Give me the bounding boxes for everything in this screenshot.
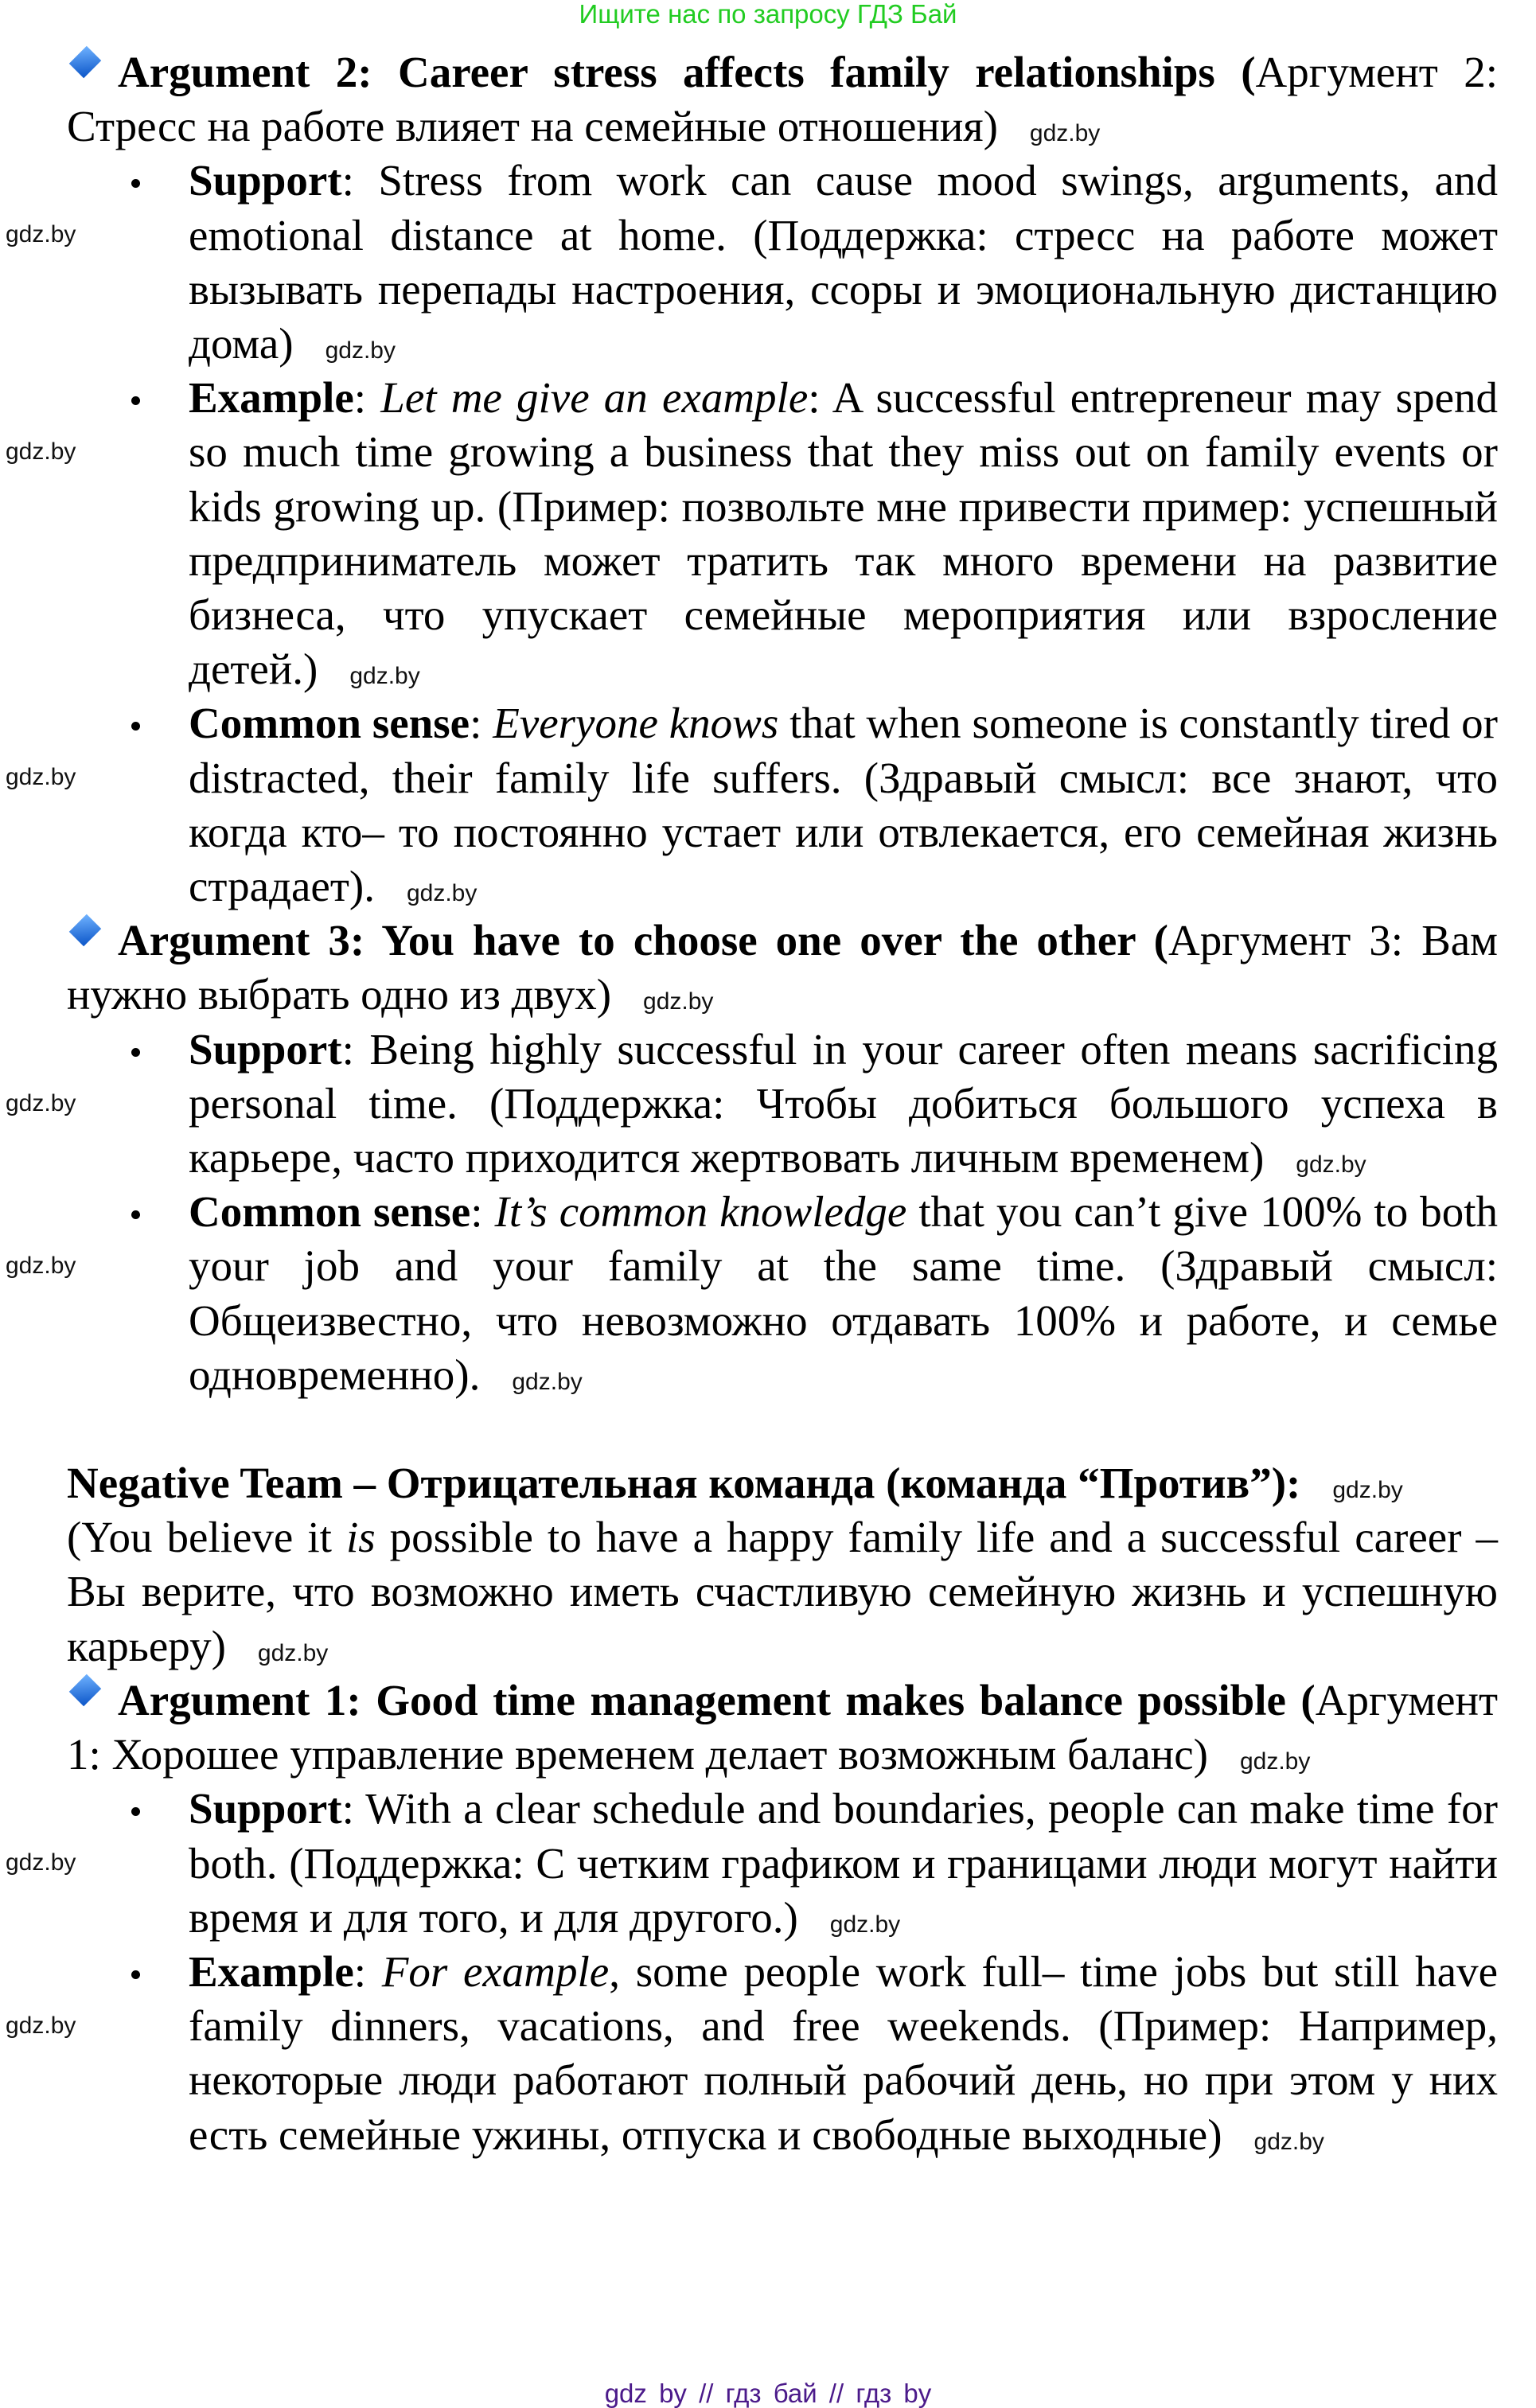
italic-phrase: Let me give an example [380, 373, 809, 423]
list-item [6, 696, 1498, 914]
watermark: gdz.by [1332, 1477, 1403, 1504]
bold-label: Common sense [189, 1187, 471, 1237]
search-banner: Ищите нас по запросу ГДЗ Бай [579, 0, 957, 29]
italic-phrase: It’s common knowledge [494, 1187, 907, 1237]
bold-label: Negative Team – Отрицательная команда (команда “Против”): [67, 1459, 1301, 1508]
bold-label: Example [189, 373, 354, 423]
bold-label: Argument 1: Good time management makes balance possible ( [118, 1675, 1316, 1724]
italic-phrase: is [345, 1513, 376, 1562]
section-heading [67, 914, 1498, 1022]
watermark: gdz.by [257, 1639, 329, 1666]
watermark: gdz.by [6, 221, 76, 248]
text-run: : [470, 1187, 495, 1237]
diamond-bullet-icon [69, 46, 101, 78]
italic-phrase: For example [381, 1946, 610, 1996]
italic-phrase: Everyone knows [493, 699, 779, 748]
text-run: : Stress from work can cause mood swings, arguments, and emotional distance at home. (Поддержка: стресс на работе может вызывать перепады настроения, ссоры и эмоциональную дистанцию дома) [189, 156, 1498, 368]
bullet-list [6, 1782, 1499, 2161]
list-item [6, 1945, 1499, 2162]
text-run: : [353, 1946, 382, 1996]
text-run: (You believe it [67, 1513, 346, 1562]
diamond-bullet-icon [69, 1674, 101, 1706]
watermark: gdz.by [6, 1253, 76, 1280]
diamond-bullet-icon [69, 914, 101, 946]
bold-label: Support [189, 156, 342, 205]
list-item [6, 1023, 1498, 1186]
section-heading [67, 1674, 1498, 1782]
bold-label: Argument 3: You have to choose one over the other ( [118, 916, 1168, 965]
watermark: gdz.by [6, 438, 76, 466]
text-run: : Being highly successful in your career often means sacrificing personal time. (Поддержка: Чтобы добиться большого успеха в карьере, часто приходится жертвовать личным временем) [189, 1024, 1498, 1183]
watermark: gdz.by [1029, 120, 1101, 147]
text-run: Аргумент 3: Вам нужно выбрать одно из двух) [67, 916, 1498, 1019]
list-item [6, 1185, 1499, 1402]
bold-label: Argument 2: Career stress affects family relationships ( [118, 48, 1256, 96]
list-item [6, 371, 1498, 696]
watermark: gdz.by [349, 663, 420, 690]
list-item [6, 154, 1498, 371]
text-run: Аргумент 1: Хорошее управление временем делает возможным баланс) [67, 1675, 1498, 1779]
watermark: gdz.by [325, 337, 396, 364]
text-run: : A successful entrepreneur may spend so much time growing a business that they miss out on family events or kids growing up. (Пример: позвольте мне привести пример: успешный предприниматель может тратить так много времени на развитие бизнеса, что упускает семейные мероприятия или взросление детей.) [189, 373, 1498, 694]
text-run: that you can’t give 100% to both your job and your family at the same time. (Здравый смысл: Общеизвестно, что невозможно отдавать 100% и работе, и семье одновременно). [189, 1187, 1499, 1399]
text-run: , some people work full– time jobs but still have family dinners, vacations, and free weekends. (Пример: Например, некоторые люди работают полный рабочий день, но при этом у них есть семейные ужины, отпуска и свободные выходные) [189, 1946, 1499, 2159]
watermark: gdz.by [6, 2012, 76, 2039]
watermark: gdz.by [512, 1368, 583, 1395]
text-run: that when someone is constantly tired or distracted, their family life suffers. (Здравый смысл: все знают, что когда кто– то постоянно устает или отвлекается, его семейная жизнь страдает). [189, 699, 1498, 911]
text-run: possible to have a happy family life and a successful career – Вы верите, что возможно иметь счастливую семейную жизнь и успешную карьеру) [67, 1513, 1498, 1670]
bullet-list [6, 1023, 1499, 1402]
watermark: gdz.by [6, 1089, 76, 1116]
bold-label: Support [189, 1024, 342, 1073]
watermark: gdz.by [6, 764, 76, 791]
watermark: gdz.by [406, 880, 478, 907]
footer-links[interactable]: gdz by // гдз бай // гдз by [604, 2379, 932, 2408]
section-heading [67, 45, 1498, 154]
bold-label: Common sense [189, 699, 470, 748]
paragraph [67, 1510, 1498, 1674]
watermark: gdz.by [829, 1911, 901, 1938]
watermark: gdz.by [1239, 1748, 1311, 1775]
bold-label: Support [189, 1784, 342, 1833]
text-run: : With a clear schedule and boundaries, people can make time for both. (Поддержка: С четким графиком и границами люди могут найти время и для того, и для другого.) [189, 1784, 1498, 1942]
bullet-list [6, 154, 1498, 914]
watermark: gdz.by [643, 988, 714, 1015]
watermark: gdz.by [1296, 1151, 1366, 1179]
watermark: gdz.by [1253, 2128, 1324, 2155]
text-run: : [470, 699, 493, 748]
watermark: gdz.by [6, 1849, 76, 1876]
text-run: Аргумент 2: Стресс на работе влияет на семейные отношения) [67, 48, 1498, 151]
list-item [6, 1782, 1498, 1945]
section-heading [67, 1456, 1498, 1510]
bold-label: Example [189, 1946, 354, 1996]
document-body [6, 45, 1499, 2162]
text-run: : [353, 373, 381, 423]
